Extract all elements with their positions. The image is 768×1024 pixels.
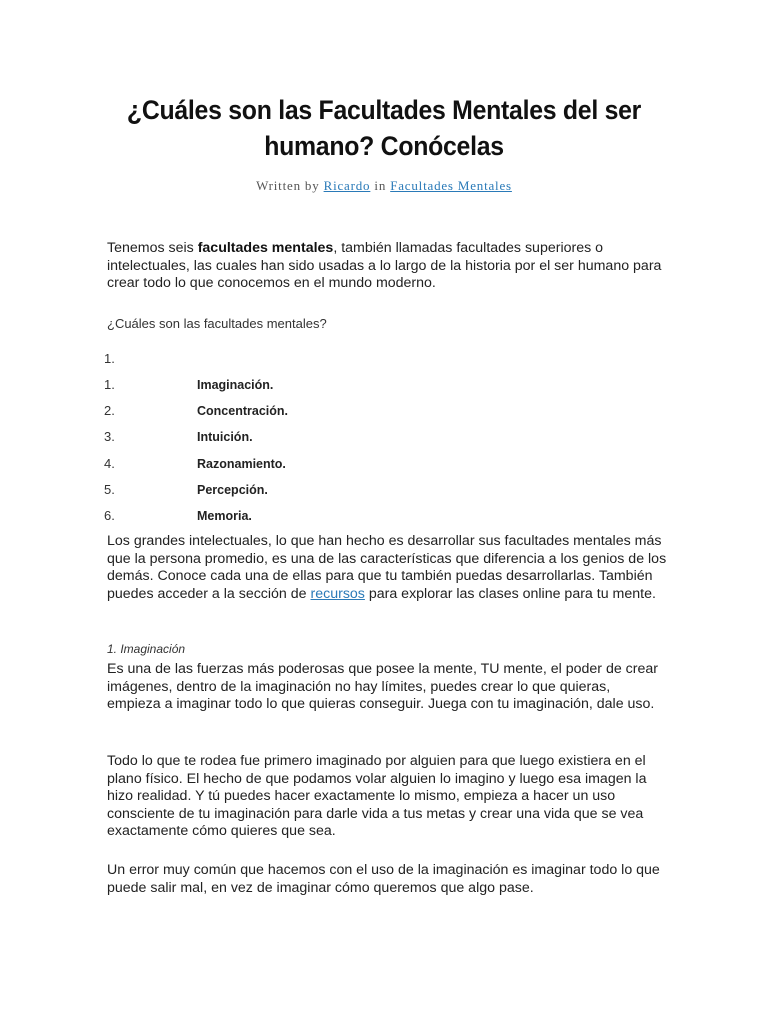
faculty-label: Razonamiento. <box>197 457 286 471</box>
intro-paragraph <box>107 240 667 293</box>
faculty-label: Intuición. <box>197 430 253 444</box>
category-link[interactable]: Facultades Mentales <box>390 178 512 193</box>
list-item-faculty <box>104 507 504 525</box>
list-number: 2. <box>104 403 115 418</box>
faculties-question: ¿Cuáles son las facultades mentales? <box>107 316 327 331</box>
list-item-empty <box>104 350 504 368</box>
article-title: ¿Cuáles son las Facultades Mentales del ser humano? Conócelas <box>126 95 642 161</box>
list-number: 6. <box>104 508 115 523</box>
list-item-faculty <box>104 428 504 446</box>
recursos-link[interactable]: recursos <box>310 585 365 602</box>
list-number: 5. <box>104 482 115 497</box>
intro-rest: , también llamadas facultades superiores o intelectuales, las cuales han sido usadas a lo largo de la historia por el ser humano para crear todo lo que conocemos en el mundo moderno. <box>107 240 662 292</box>
body-paragraph: Todo lo que te rodea fue primero imaginado por alguien para que luego existiera en el plano físico. El hecho de que podamos volar alguien lo imagino y luego esa imagen la hizo realidad. Y tú puedes hacer exactamente lo mismo, empieza a hacer un uso consciente de tu imaginación para darle vida a tus metas y crear una vida que se vea exactamente cómo quieres que sea. <box>107 753 647 840</box>
body-paragraph: Un error muy común que hacemos con el uso de la imaginación es imaginar todo lo que puede salir mal, en vez de imaginar cómo queremos que algo pase. <box>107 862 660 896</box>
faculty-label: Imaginación. <box>197 378 274 392</box>
list-number: 3. <box>104 429 115 444</box>
list-item-faculty <box>104 455 504 473</box>
body-paragraph: Es una de las fuerzas más poderosas que posee la mente, TU mente, el poder de crear imágenes, dentro de la imaginación no hay límites, puedes crear lo que quieras, empieza a imaginar todo lo que quieras conseguir. Juega con tu imaginación, dale uso. <box>107 661 658 713</box>
list-number: 1. <box>104 377 115 392</box>
intro-bold: facultades mentales <box>197 240 334 256</box>
intro-lead: Tenemos seis <box>107 240 198 256</box>
section-heading: 1. Imaginación <box>107 642 186 656</box>
faculty-label: Percepción. <box>197 483 268 497</box>
author-link[interactable]: Ricardo <box>323 178 371 193</box>
list-number: 4. <box>104 456 115 471</box>
list-item-faculty <box>104 402 504 420</box>
byline-prefix: Written by <box>256 178 320 193</box>
faculty-label: Concentración. <box>197 404 288 418</box>
byline-joiner: in <box>374 178 387 193</box>
list-item-faculty <box>104 481 504 499</box>
list-item-faculty <box>104 376 504 394</box>
byline <box>0 178 768 194</box>
faculty-label: Memoria. <box>197 509 252 523</box>
summary-after: para explorar las clases online para tu mente. <box>364 585 656 602</box>
list-number: 1. <box>104 351 115 366</box>
summary-text: Los grandes intelectuales, lo que han hecho es desarrollar sus facultades mentales más que la persona promedio, es una de las características que diferencia a los genios de los demás. Conoce cada una de ellas para que tu también puedas desarrollarlas. También puedes acceder a la sección de <box>107 533 667 602</box>
summary-paragraph <box>107 533 667 603</box>
